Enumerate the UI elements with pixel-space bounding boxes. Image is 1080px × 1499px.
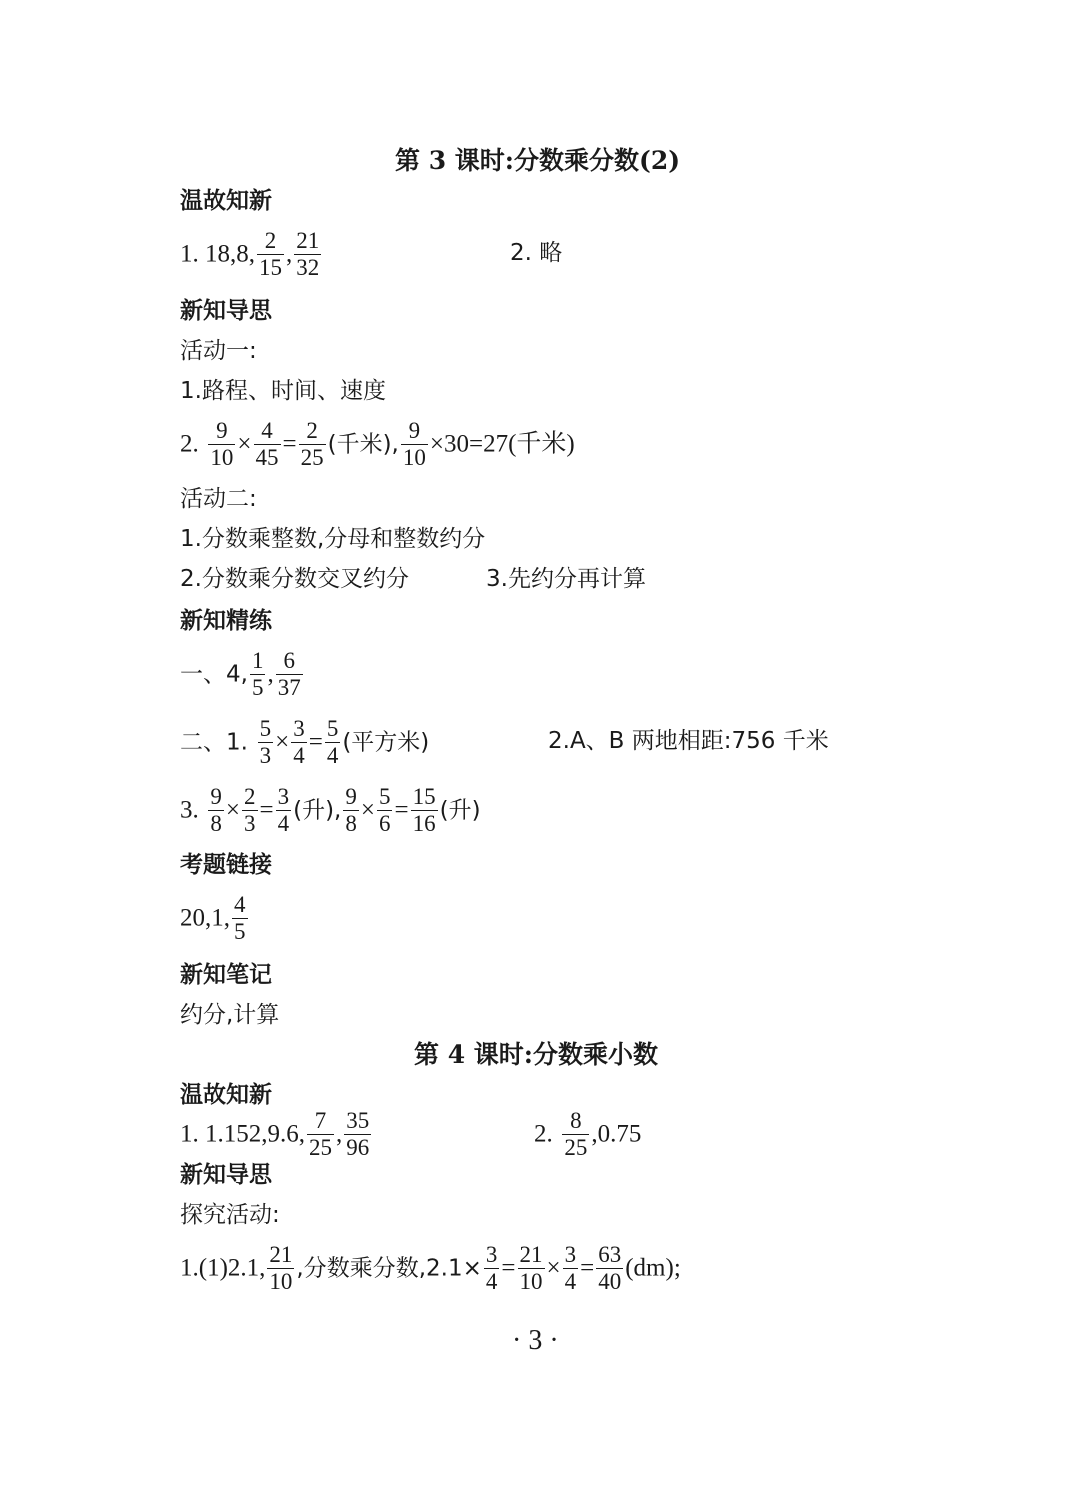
numerator: 2 <box>257 228 284 255</box>
numerator: 21 <box>519 1242 543 1267</box>
numerator: 2 <box>244 784 256 809</box>
fraction <box>242 784 258 837</box>
numerator: 9 <box>345 784 357 809</box>
separator: , <box>267 660 274 688</box>
fraction <box>518 1242 545 1295</box>
line-prefix: 一、4, <box>180 661 248 688</box>
fraction <box>377 784 393 837</box>
expression-rest: ×30=27(千米) <box>429 430 575 458</box>
numerator: 8 <box>562 1108 589 1135</box>
fraction <box>562 1108 589 1161</box>
numerator: 5 <box>326 716 339 741</box>
fraction <box>294 228 321 281</box>
numerator: 4 <box>254 418 281 445</box>
denominator: 8 <box>345 811 357 836</box>
numerator: 2 <box>299 418 326 445</box>
activity2-label: 活动二: <box>180 486 257 512</box>
numerator: 9 <box>210 784 222 809</box>
lesson4-guide-heading: 新知导思 <box>180 1162 272 1188</box>
denominator: 10 <box>210 445 234 470</box>
line-prefix: 二、1. <box>180 729 248 756</box>
operator: = <box>282 430 297 458</box>
lesson4-title: 第 4 课时:分数乘小数 <box>414 1040 659 1069</box>
denominator: 6 <box>378 811 391 836</box>
line-prefix: 3. <box>180 796 199 824</box>
denominator: 45 <box>255 445 279 470</box>
line-prefix: 2. <box>180 430 199 458</box>
lesson3-guide-heading: 新知导思 <box>180 298 272 324</box>
numerator: 3 <box>485 1242 498 1267</box>
lesson3-review-q2: 2. 略 <box>510 240 563 266</box>
numerator: 6 <box>276 648 303 675</box>
lesson4-review-q1 <box>180 1108 373 1161</box>
line-prefix: 1.(1)2.1, <box>180 1254 266 1282</box>
lesson3-practice-heading: 新知精练 <box>180 608 272 634</box>
denominator: 10 <box>269 1269 293 1294</box>
separator: , <box>336 1120 343 1148</box>
lesson3-title: 第 3 课时:分数乘分数(2) <box>395 146 681 175</box>
activity1-label: 活动一: <box>180 338 257 364</box>
practice-line1 <box>180 648 305 701</box>
fraction <box>484 1242 500 1295</box>
operator: = <box>580 1254 595 1282</box>
numerator: 9 <box>208 418 235 445</box>
fraction <box>343 784 359 837</box>
fraction <box>307 1108 334 1161</box>
denominator: 3 <box>259 743 272 768</box>
operator: = <box>501 1254 516 1282</box>
denominator: 3 <box>244 811 256 836</box>
fraction <box>257 228 284 281</box>
unit-text: (dm); <box>625 1254 681 1282</box>
fraction <box>232 892 248 945</box>
explore-activity-label: 探究活动: <box>180 1202 280 1228</box>
fraction <box>276 784 292 837</box>
line-prefix: 20,1, <box>180 904 230 932</box>
denominator: 96 <box>346 1135 370 1160</box>
denominator: 25 <box>564 1135 588 1160</box>
unit-text: (千米), <box>327 431 399 458</box>
denominator: 10 <box>519 1269 543 1294</box>
denominator: 37 <box>277 675 301 700</box>
operator: × <box>360 796 375 824</box>
fraction <box>596 1242 623 1295</box>
numerator: 15 <box>412 784 436 809</box>
numerator: 5 <box>378 784 391 809</box>
fraction <box>401 418 428 471</box>
activity2-line1: 1.分数乘整数,分母和整数约分 <box>180 526 486 552</box>
fraction <box>267 1242 294 1295</box>
operator: × <box>546 1254 561 1282</box>
unit-text: (升), <box>293 797 342 824</box>
denominator: 32 <box>296 255 320 280</box>
denominator: 40 <box>598 1269 622 1294</box>
fraction <box>325 716 341 769</box>
denominator: 4 <box>293 743 305 768</box>
numerator: 63 <box>598 1242 622 1267</box>
expression-mid: ,分数乘分数,2.1× <box>296 1255 482 1282</box>
denominator: 4 <box>485 1269 498 1294</box>
fraction <box>258 716 274 769</box>
activity1-line1: 1.路程、时间、速度 <box>180 378 386 404</box>
operator: × <box>237 430 252 458</box>
unit-text: (平方米) <box>342 729 430 756</box>
operator: = <box>308 728 323 756</box>
page-number: · 3 · <box>512 1325 559 1356</box>
fraction <box>254 418 281 471</box>
explore-line1 <box>180 1242 681 1295</box>
activity2-line2b: 3.先约分再计算 <box>486 566 646 592</box>
practice-line3 <box>180 784 481 837</box>
activity2-line2a: 2.分数乘分数交叉约分 <box>180 566 409 592</box>
numerator: 4 <box>234 892 246 917</box>
numerator: 3 <box>564 1242 577 1267</box>
denominator: 4 <box>326 743 339 768</box>
fraction <box>563 1242 579 1295</box>
numerator: 21 <box>296 228 320 253</box>
separator: , <box>286 240 293 268</box>
lesson4-review-q2 <box>534 1108 641 1161</box>
fraction <box>208 418 235 471</box>
numerator: 7 <box>307 1108 334 1135</box>
unit-text: (升) <box>439 797 481 824</box>
denominator: 8 <box>210 811 222 836</box>
exam-line <box>180 892 250 945</box>
fraction <box>250 648 266 701</box>
practice-line2 <box>180 716 429 769</box>
fraction <box>208 784 224 837</box>
numerator: 5 <box>259 716 272 741</box>
numerator: 3 <box>293 716 305 741</box>
lesson3-notes-heading: 新知笔记 <box>180 962 272 988</box>
denominator: 25 <box>300 445 324 470</box>
lesson3-review-heading: 温故知新 <box>180 188 272 214</box>
fraction <box>344 1108 371 1161</box>
operator: × <box>225 796 240 824</box>
line-prefix: 2. <box>534 1120 553 1148</box>
denominator: 25 <box>309 1135 332 1160</box>
lesson4-review-heading: 温故知新 <box>180 1082 272 1108</box>
operator: = <box>394 796 409 824</box>
operator: × <box>275 728 290 756</box>
numerator: 21 <box>269 1242 293 1267</box>
denominator: 4 <box>564 1269 577 1294</box>
fraction <box>299 418 326 471</box>
operator: = <box>259 796 274 824</box>
activity1-line2 <box>180 418 575 471</box>
denominator: 4 <box>277 811 290 836</box>
denominator: 16 <box>412 811 436 836</box>
fraction <box>276 648 303 701</box>
denominator: 5 <box>251 675 264 700</box>
fraction <box>291 716 307 769</box>
line-prefix: 1. 1.152,9.6, <box>180 1120 305 1148</box>
lesson3-exam-heading: 考题链接 <box>180 852 272 878</box>
denominator: 15 <box>259 255 282 280</box>
denominator: 5 <box>234 919 246 944</box>
numerator: 35 <box>346 1108 370 1133</box>
denominator: 10 <box>402 445 426 470</box>
q1-prefix: 1. 18,8, <box>180 240 255 268</box>
numerator: 1 <box>251 648 264 673</box>
numerator: 3 <box>277 784 290 809</box>
numerator: 9 <box>401 418 428 445</box>
expression-rest: ,0.75 <box>591 1120 642 1148</box>
fraction <box>411 784 438 837</box>
notes-text: 约分,计算 <box>180 1002 280 1028</box>
practice-line2-q2: 2.A、B 两地相距:756 千米 <box>548 728 829 754</box>
lesson3-review-q1 <box>180 228 323 281</box>
